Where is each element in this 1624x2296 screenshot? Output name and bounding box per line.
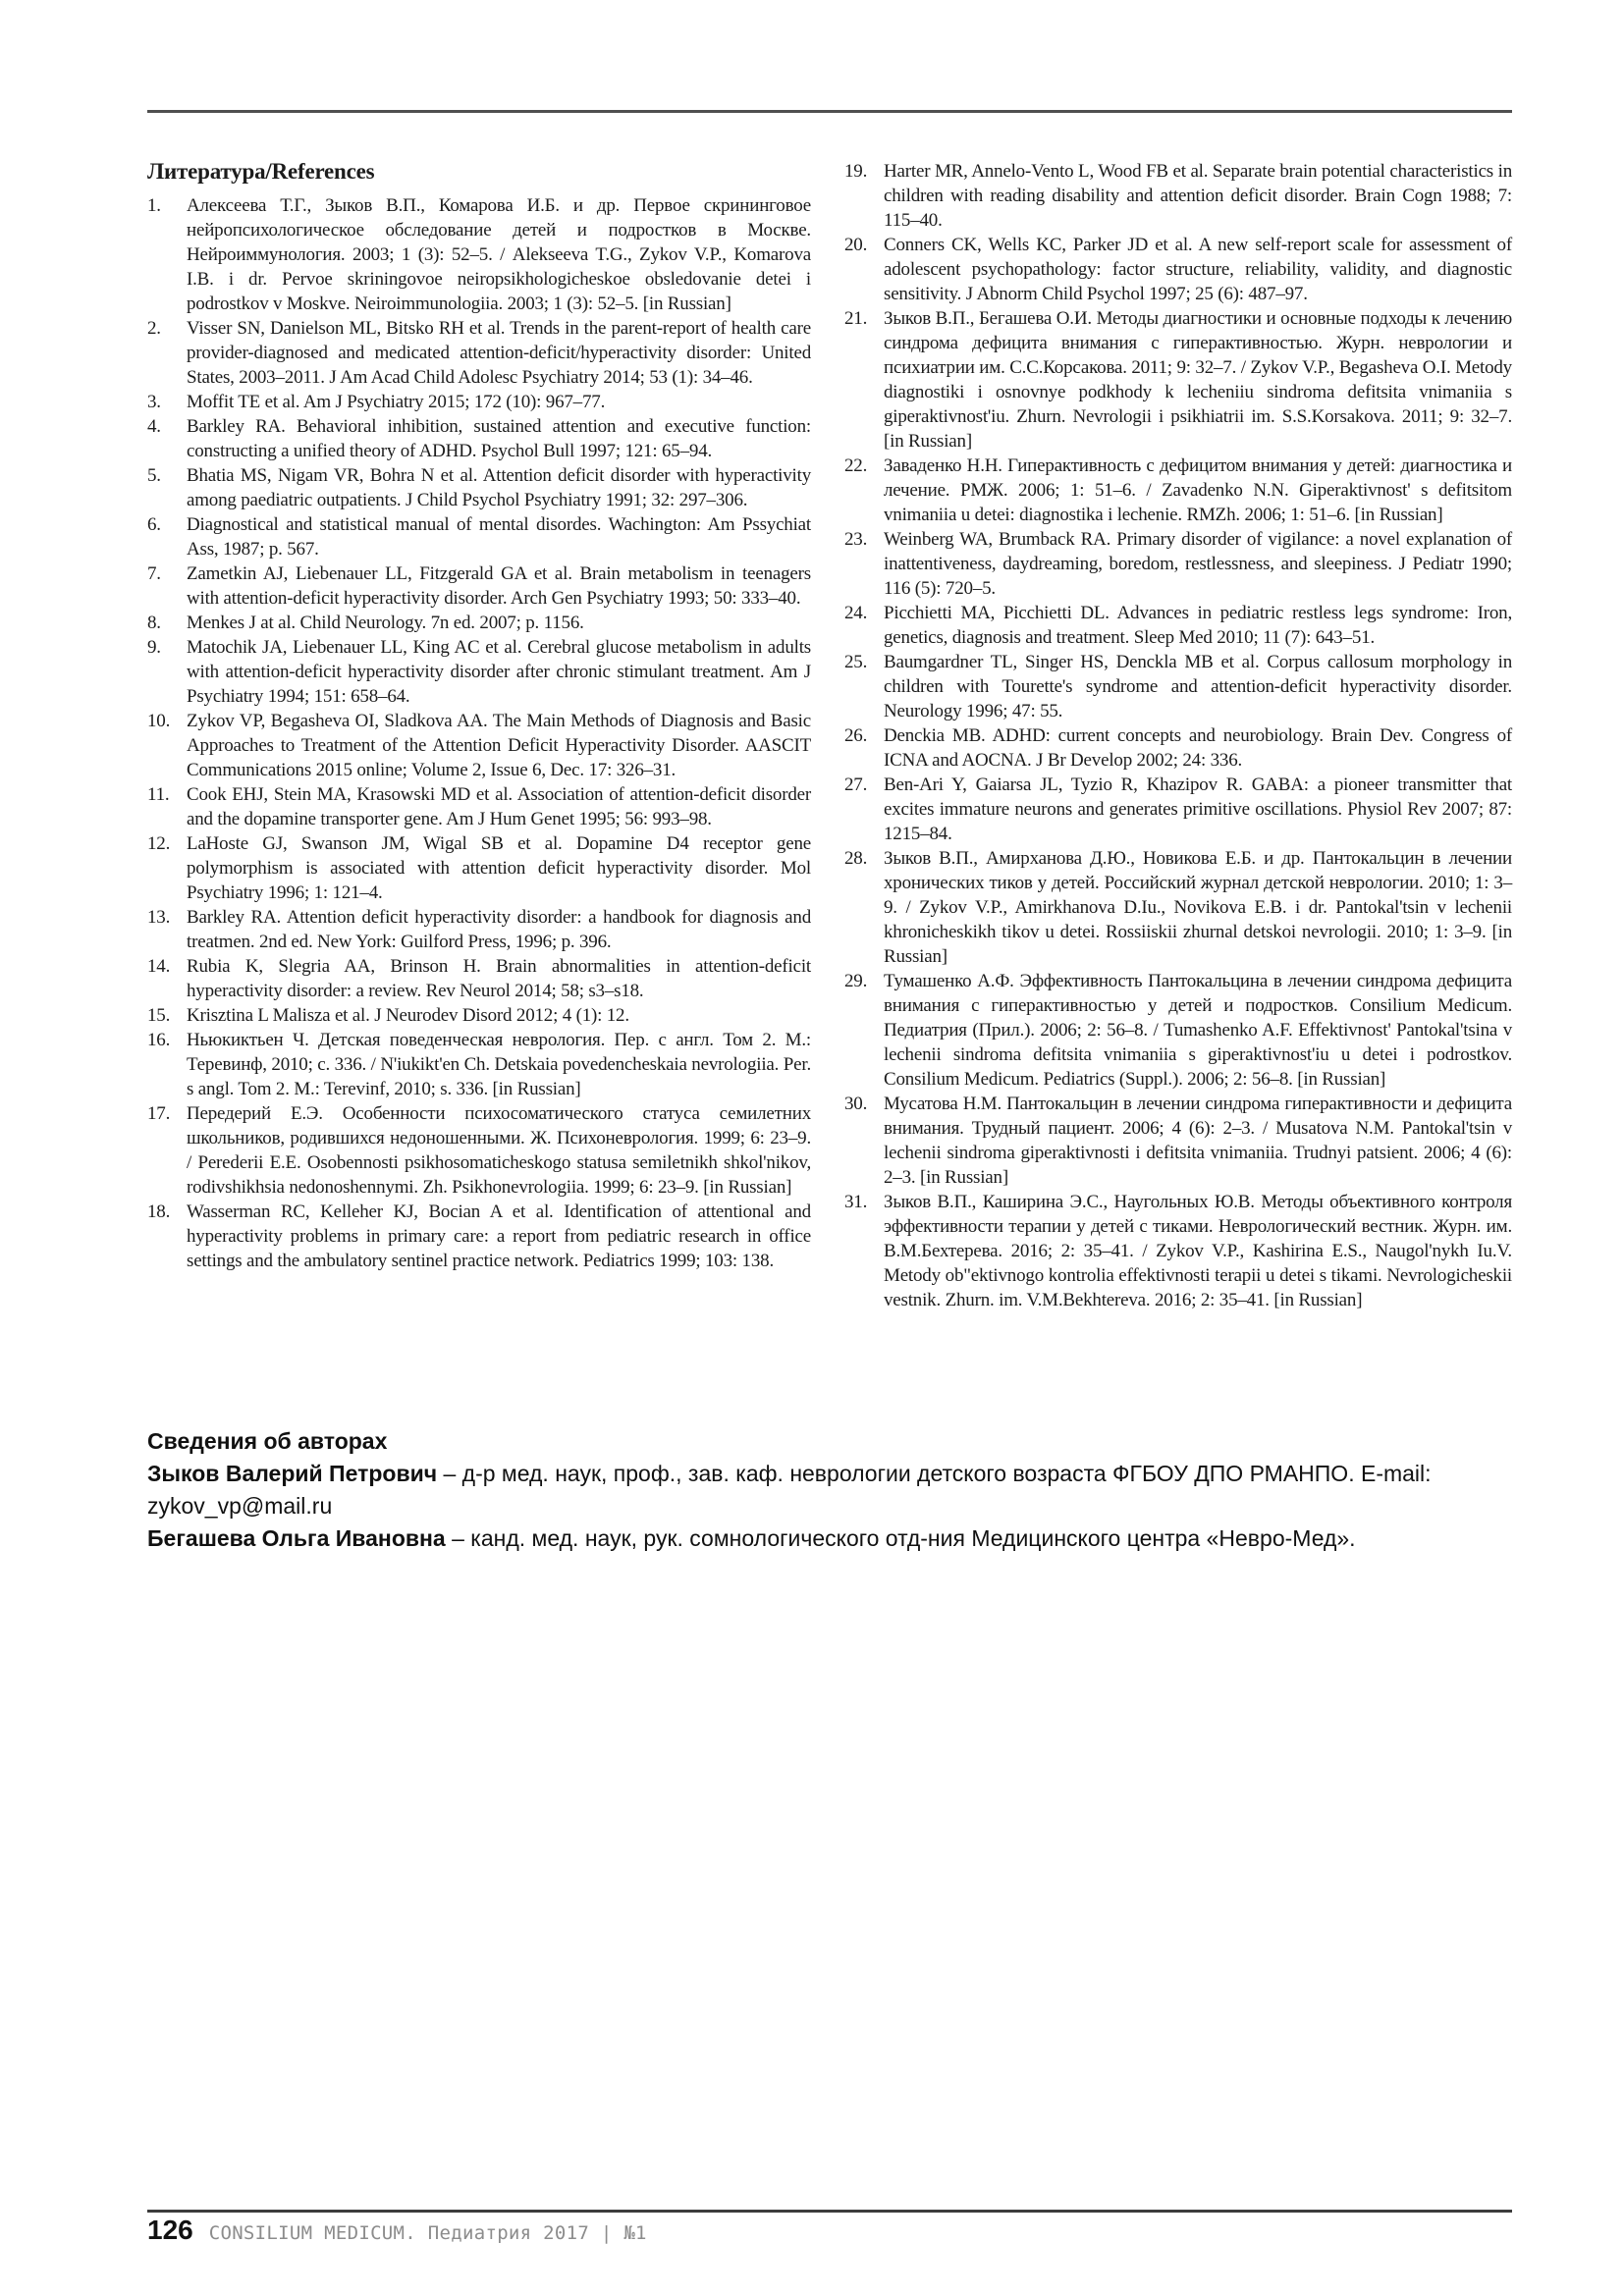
reference-number: 1.	[147, 195, 161, 216]
reference-number: 7.	[147, 563, 161, 584]
reference-item	[147, 414, 811, 463]
references-heading: Литература/References	[147, 159, 375, 184]
reference-number: 5.	[147, 465, 161, 486]
reference-text: Rubia K, Slegria AA, Brinson H. Brain abnormalities in attention-deficit hyperactivity disorder: a review. Rev Neurol 2014; 58; s3–s18.	[187, 956, 811, 1001]
references-list-right	[844, 159, 1512, 1312]
reference-number: 15.	[147, 1005, 171, 1026]
reference-item	[147, 463, 811, 512]
reference-item	[147, 561, 811, 611]
footer	[147, 2215, 647, 2246]
reference-text: Conners CK, Wells KC, Parker JD et al. A new self-report scale for assessment of adolescent psychopathology: factor structure, reliability, validity, and diagnostic sensitivity. J Abnorm Child Psychol 1997; 25 (6): 487–97.	[884, 235, 1512, 304]
reference-number: 10.	[147, 711, 171, 731]
reference-item	[844, 1092, 1512, 1190]
reference-item	[147, 782, 811, 831]
reference-text: Wasserman RC, Kelleher KJ, Bocian A et al. Identification of attentional and hyperactivity problems in primary care: a report from pediatric research in office settings and the ambulatory sentinel practice network. Pediatrics 1999; 103: 138.	[187, 1201, 811, 1271]
reference-number: 3.	[147, 392, 161, 412]
reference-number: 31.	[844, 1192, 868, 1212]
reference-number: 18.	[147, 1201, 171, 1222]
reference-text: LaHoste GJ, Swanson JM, Wigal SB et al. Dopamine D4 receptor gene polymorphism is associated with attention deficit hyperactivity disorder. Mol Psychiatry 1996; 1: 121–4.	[187, 833, 811, 903]
reference-number: 23.	[844, 529, 868, 550]
reference-text: Weinberg WA, Brumback RA. Primary disorder of vigilance: a novel explanation of inattentiveness, daydreaming, boredom, restlessness, and sleepiness. J Pediatr 1990; 116 (5): 720–5.	[884, 529, 1512, 599]
authors-section	[147, 1425, 1514, 1555]
reference-number: 11.	[147, 784, 170, 805]
reference-item	[844, 773, 1512, 846]
reference-number: 21.	[844, 308, 868, 329]
reference-text: Зыков В.П., Амирханова Д.Ю., Новикова Е.Б. и др. Пантокальцин в лечении хронических тиков у детей. Российский журнал детской неврологии. 2010; 1: 3–9. / Zykov V.P., Amirkhanova D.Iu., Novikova E.B. i dr. Pantokal'tsin v lechenii khronicheskikh tikov u detei. Rossiiskii zhurnal detskoi nevrologii. 2010; 1: 3–9. [in Russian]	[884, 848, 1512, 967]
reference-item	[844, 969, 1512, 1092]
author-name: Зыков Валерий Петрович	[147, 1461, 438, 1486]
reference-item	[147, 831, 811, 905]
page-number: 126	[147, 2215, 193, 2245]
reference-text: Мусатова Н.М. Пантокальцин в лечении синдрома гиперактивности и дефицита внимания. Трудный пациент. 2006; 4 (6): 2–3. / Musatova N.M. Pantokal'tsin v lechenii sindroma giperaktivnosti i defitsita vnimaniia. Trudnyi patsient. 2006; 4 (6): 2–3. [in Russian]	[884, 1094, 1512, 1188]
reference-item	[147, 905, 811, 954]
reference-number: 6.	[147, 514, 161, 535]
reference-item	[844, 233, 1512, 306]
reference-item	[844, 454, 1512, 527]
reference-text: Menkes J at al. Child Neurology. 7n ed. 2007; p. 1156.	[187, 613, 584, 633]
reference-number: 16.	[147, 1030, 171, 1050]
reference-text: Ben-Ari Y, Gaiarsa JL, Tyzio R, Khazipov R. GABA: a pioneer transmitter that excites immature neurons and generates primitive oscillations. Physiol Rev 2007; 87: 1215–84.	[884, 774, 1512, 844]
reference-number: 8.	[147, 613, 161, 633]
reference-text: Moffit TE et al. Am J Psychiatry 2015; 172 (10): 967–77.	[187, 392, 606, 412]
reference-text: Ньюкиктьен Ч. Детская поведенческая неврология. Пер. с англ. Том 2. М.: Теревинф, 2010; с. 336. / N'iukikt'en Ch. Detskaia povedencheskaia nevrologiia. Per. s angl. Tom 2. M.: Terevinf, 2010; s. 336. [in Russian]	[187, 1030, 811, 1099]
reference-text: Picchietti MA, Picchietti DL. Advances in pediatric restless legs syndrome: Iron, genetics, diagnosis and treatment. Sleep Med 2010; 11 (7): 643–51.	[884, 603, 1512, 648]
author-name: Бегашева Ольга Ивановна	[147, 1525, 446, 1551]
reference-item	[844, 527, 1512, 601]
reference-number: 20.	[844, 235, 868, 255]
reference-text: Visser SN, Danielson ML, Bitsko RH et al. Trends in the parent-report of health care provider-diagnosed and medicated attention-deficit/hyperactivity disorder: United States, 2003–2011. J Am Acad Child Adolesc Psychiatry 2014; 53 (1): 34–46.	[187, 318, 811, 388]
reference-number: 2.	[147, 318, 161, 339]
reference-number: 4.	[147, 416, 161, 437]
reference-number: 30.	[844, 1094, 868, 1114]
reference-number: 12.	[147, 833, 171, 854]
reference-item	[147, 193, 811, 316]
authors-heading: Сведения об авторах	[147, 1428, 388, 1454]
reference-text: Алексеева Т.Г., Зыков В.П., Комарова И.Б. и др. Первое скрининговое нейропсихологическое обследование детей и подростков в Москве. Нейроиммунология. 2003; 1 (3): 52–5. / Alekseeva T.G., Zykov V.P., Komarova I.B. i dr. Pervoe skriningovoe neiropsikhologicheskoe obsledovanie detei i podrostkov v Moskve. Neiroimmunologiia. 2003; 1 (3): 52–5. [in Russian]	[187, 195, 811, 314]
references-column-left	[147, 159, 811, 1273]
reference-text: Zykov VP, Begasheva OI, Sladkova AA. The Main Methods of Diagnosis and Basic Approaches to Treatment of the Attention Deficit Hyperactivity Disorder. AASCIT Communications 2015 online; Volume 2, Issue 6, Dec. 17: 326–31.	[187, 711, 811, 780]
reference-text: Зыков В.П., Каширина Э.С., Наугольных Ю.В. Методы объективного контроля эффективности терапии у детей с тиками. Неврологический вестник. Журн. им. В.М.Бехтерева. 2016; 2: 35–41. / Zykov V.P., Kashirina E.S., Naugol'nykh Iu.V. Metody ob"ektivnogo kontrolia effektivnosti terapii u detei s tikami. Nevrologicheskii vestnik. Zhurn. im. V.M.Bekhtereva. 2016; 2: 35–41. [in Russian]	[884, 1192, 1512, 1310]
author-details: – д-р мед. наук, проф., зав. каф. неврологии детского возраста ФГБОУ ДПО РМАНПО. E-mail: zykov_vp@mail.ru	[147, 1461, 1432, 1519]
reference-item	[147, 316, 811, 390]
reference-item	[147, 954, 811, 1003]
authors-list	[147, 1458, 1514, 1555]
reference-number: 25.	[844, 652, 868, 672]
reference-number: 27.	[844, 774, 868, 795]
reference-item	[844, 846, 1512, 969]
reference-text: Тумашенко А.Ф. Эффективность Пантокальцина в лечении синдрома дефицита внимания с гиперактивностью у детей и подростков. Consilium Medicum. Педиатрия (Прил.). 2006; 2: 56–8. / Tumashenko A.F. Effektivnost' Pantokal'tsina v lechenii sindroma defitsita vnimaniia s giperaktivnost'iu u detei i podrostkov. Consilium Medicum. Pediatrics (Suppl.). 2006; 2: 56–8. [in Russian]	[884, 971, 1512, 1090]
reference-number: 26.	[844, 725, 868, 746]
reference-text: Zametkin AJ, Liebenauer LL, Fitzgerald GA et al. Brain metabolism in teenagers with attention-deficit hyperactivity disorder. Arch Gen Psychiatry 1993; 50: 333–40.	[187, 563, 811, 609]
reference-item	[147, 709, 811, 782]
reference-item	[844, 601, 1512, 650]
reference-item	[147, 1028, 811, 1101]
reference-text: Denckia MB. ADHD: current concepts and neurobiology. Brain Dev. Congress of ICNA and AOCNA. J Br Develop 2002; 24: 336.	[884, 725, 1512, 771]
reference-number: 9.	[147, 637, 161, 658]
author-entry	[147, 1522, 1514, 1555]
reference-number: 29.	[844, 971, 868, 991]
reference-text: Diagnostical and statistical manual of mental disordes. Wachington: Am Pssychiat Ass, 1987; p. 567.	[187, 514, 811, 560]
reference-text: Заваденко Н.Н. Гиперактивность с дефицитом внимания у детей: диагностика и лечение. РМЖ. 2006; 1: 51–6. / Zavadenko N.N. Giperaktivnost' s defitsitom vnimaniia u detei: diagnostika i lechenie. RMZh. 2006; 1: 51–6. [in Russian]	[884, 455, 1512, 525]
reference-text: Krisztina L Malisza et al. J Neurodev Disord 2012; 4 (1): 12.	[187, 1005, 629, 1026]
reference-item	[147, 611, 811, 635]
reference-item	[844, 1190, 1512, 1312]
reference-item	[147, 512, 811, 561]
reference-number: 28.	[844, 848, 868, 869]
top-divider	[147, 110, 1512, 113]
reference-text: Harter MR, Annelo-Vento L, Wood FB et al. Separate brain potential characteristics in children with reading disability and attention deficit disorder. Brain Cogn 1988; 7: 115–40.	[884, 161, 1512, 231]
reference-number: 13.	[147, 907, 171, 928]
author-entry	[147, 1458, 1514, 1522]
reference-item	[844, 159, 1512, 233]
reference-number: 17.	[147, 1103, 171, 1124]
reference-text: Barkley RA. Attention deficit hyperactivity disorder: a handbook for diagnosis and treatmen. 2nd ed. New York: Guilford Press, 1996; p. 396.	[187, 907, 811, 952]
reference-item	[844, 306, 1512, 454]
reference-text: Bhatia MS, Nigam VR, Bohra N et al. Attention deficit disorder with hyperactivity among paediatric outpatients. J Child Psychol Psychiatry 1991; 32: 297–306.	[187, 465, 811, 510]
reference-text: Matochik JA, Liebenauer LL, King AC et al. Cerebral glucose metabolism in adults with attention-deficit hyperactivity disorder after chronic stimulant treatment. Am J Psychiatry 1994; 151: 658–64.	[187, 637, 811, 707]
reference-item	[147, 390, 811, 414]
references-list-left	[147, 193, 811, 1273]
reference-text: Зыков В.П., Бегашева О.И. Методы диагностики и основные подходы к лечению синдрома дефицита внимания с гиперактивностью. Журн. неврологии и психиатрии им. С.С.Корсакова. 2011; 9: 32–7. / Zykov V.P., Begasheva O.I. Metody diagnostiki i osnovnye podkhody k lecheniiu sindroma defitsita vnimaniia s giperaktivnost'iu. Zhurn. Nevrologii i psikhiatrii im. S.S.Korsakova. 2011; 9: 32–7. [in Russian]	[884, 308, 1512, 452]
reference-text: Cook EHJ, Stein MA, Krasowski MD et al. Association of attention-deficit disorder and the dopamine transporter gene. Am J Hum Genet 1995; 56: 993–98.	[187, 784, 811, 829]
author-details: – канд. мед. наук, рук. сомнологического отд-ния Медицинского центра «Невро-Мед».	[445, 1525, 1356, 1551]
reference-item	[147, 635, 811, 709]
reference-number: 14.	[147, 956, 171, 977]
reference-item	[147, 1200, 811, 1273]
reference-item	[844, 723, 1512, 773]
footer-divider	[147, 2210, 1512, 2213]
reference-number: 22.	[844, 455, 868, 476]
reference-text: Baumgardner TL, Singer HS, Denckla MB et al. Corpus callosum morphology in children with Tourette's syndrome and attention-deficit hyperactivity disorder. Neurology 1996; 47: 55.	[884, 652, 1512, 721]
reference-item	[147, 1003, 811, 1028]
journal-title: CONSILIUM MEDICUM. Педиатрия 2017 | №1	[208, 2222, 647, 2244]
reference-item	[844, 650, 1512, 723]
reference-item	[147, 1101, 811, 1200]
reference-number: 19.	[844, 161, 868, 182]
reference-text: Передерий Е.Э. Особенности психосоматического статуса семилетних школьников, родившихся недоношенными. Ж. Психоневрология. 1999; 6: 23–9. / Perederii E.E. Osobennosti psikhosomaticheskogo statusa semiletnikh shkol'nikov, rodivshikhsia nedonoshennymi. Zh. Psikhonevrologiia. 1999; 6: 23–9. [in Russian]	[187, 1103, 811, 1198]
references-column-right	[844, 159, 1512, 1312]
reference-text: Barkley RA. Behavioral inhibition, sustained attention and executive function: constructing a unified theory of ADHD. Psychol Bull 1997; 121: 65–94.	[187, 416, 811, 461]
reference-number: 24.	[844, 603, 868, 623]
